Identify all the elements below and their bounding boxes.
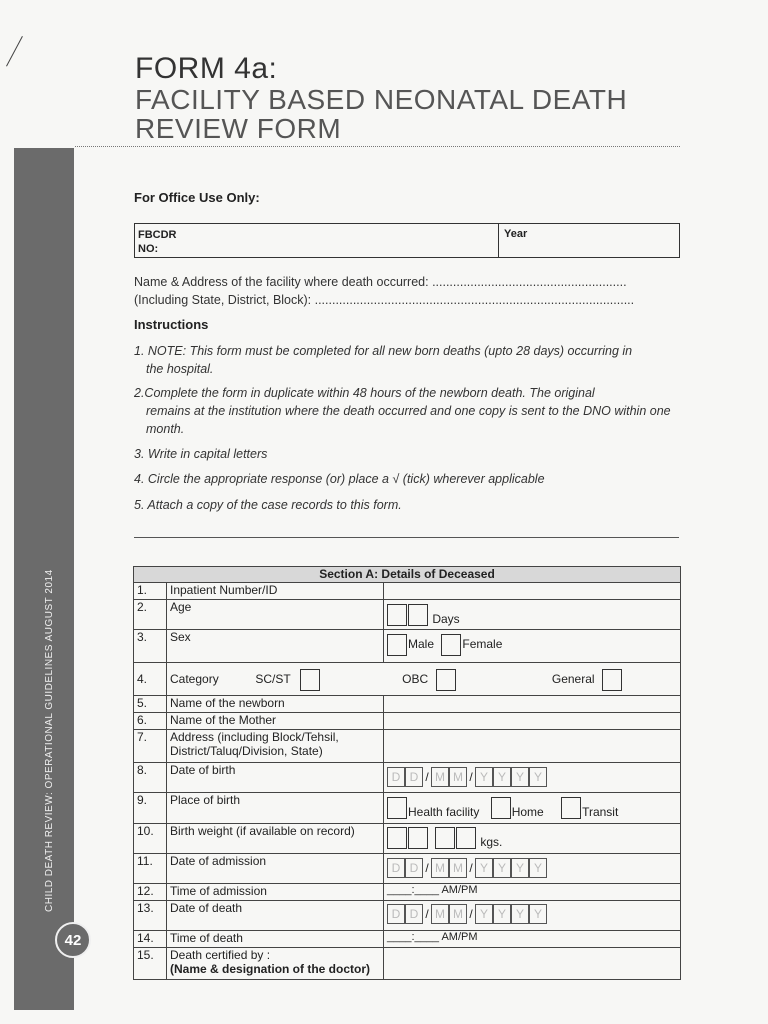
death-date-field[interactable]	[384, 901, 681, 931]
health-facility-checkbox[interactable]	[387, 797, 407, 819]
year-box[interactable]: Y	[529, 767, 547, 787]
form-number: FORM 4a:	[135, 52, 278, 85]
year-box[interactable]: Y	[529, 858, 547, 878]
month-box[interactable]: M	[449, 767, 467, 787]
death-time-field[interactable]: ____:____ AM/PM	[384, 931, 681, 948]
row-number: 3.	[134, 630, 167, 663]
pen-mark	[6, 36, 23, 66]
year-box[interactable]: Y	[511, 858, 529, 878]
month-box[interactable]: M	[431, 767, 449, 787]
row-number: 14.	[134, 931, 167, 948]
month-box[interactable]: M	[431, 904, 449, 924]
year-box[interactable]: Y	[475, 904, 493, 924]
year-box[interactable]: Y	[493, 904, 511, 924]
health-facility-label: Health facility	[408, 805, 480, 819]
year-label: Year	[504, 228, 528, 240]
obc-label: OBC	[402, 672, 429, 687]
row-label	[167, 948, 384, 980]
row-label: Time of death	[167, 931, 384, 948]
day-box[interactable]: D	[405, 858, 423, 878]
age-digit-box[interactable]	[408, 604, 428, 626]
instruction-text: 2.Complete the form in duplicate within 48 hours of the newborn death. The original	[134, 386, 595, 400]
day-box[interactable]: D	[405, 767, 423, 787]
weight-digit-box[interactable]	[435, 827, 455, 849]
date-separator: /	[469, 907, 473, 921]
instruction-item	[134, 384, 679, 438]
row-number: 2.	[134, 600, 167, 630]
office-box	[134, 223, 680, 258]
inpatient-id-field[interactable]	[384, 583, 681, 600]
section-a-table	[133, 566, 681, 980]
year-box[interactable]: Y	[493, 767, 511, 787]
general-label: General	[551, 672, 595, 687]
year-box[interactable]: Y	[475, 767, 493, 787]
age-field[interactable]	[384, 600, 681, 630]
admission-time-field[interactable]: ____:____ AM/PM	[384, 884, 681, 901]
category-row	[167, 663, 681, 696]
female-label: Female	[462, 637, 503, 652]
instruction-item	[134, 342, 679, 378]
row-label: Date of admission	[167, 854, 384, 884]
admission-date-field[interactable]	[384, 854, 681, 884]
row-label: Name of the Mother	[167, 713, 384, 730]
row-number: 8.	[134, 763, 167, 793]
mother-name-field[interactable]	[384, 713, 681, 730]
place-of-birth-field	[384, 793, 681, 824]
row-number: 9.	[134, 793, 167, 824]
obc-checkbox[interactable]	[436, 669, 456, 691]
office-heading: For Office Use Only:	[134, 190, 260, 205]
row-label: Name of the newborn	[167, 696, 384, 713]
row-label: Birth weight (if available on record)	[167, 824, 384, 854]
facility-name-line[interactable]: Name & Address of the facility where death occurred: ........................................................	[134, 275, 627, 289]
row-number: 15.	[134, 948, 167, 980]
age-unit: Days	[432, 612, 460, 626]
transit-checkbox[interactable]	[561, 797, 581, 819]
row-number: 1.	[134, 583, 167, 600]
row-number: 13.	[134, 901, 167, 931]
transit-label: Transit	[582, 805, 619, 819]
row-number: 11.	[134, 854, 167, 884]
title-divider	[75, 146, 680, 147]
male-checkbox[interactable]	[387, 634, 407, 656]
address-field[interactable]	[384, 730, 681, 763]
section-a-heading: Section A: Details of Deceased	[134, 567, 681, 583]
day-box[interactable]: D	[405, 904, 423, 924]
home-label: Home	[511, 805, 544, 819]
row-label: Age	[167, 600, 384, 630]
instruction-text: 3. Write in capital letters	[134, 447, 268, 461]
female-checkbox[interactable]	[441, 634, 461, 656]
general-checkbox[interactable]	[602, 669, 622, 691]
age-digit-box[interactable]	[387, 604, 407, 626]
form-title-line1: FACILITY BASED NEONATAL DEATH	[135, 84, 628, 115]
fbcdr-cell[interactable]	[138, 228, 198, 256]
fbcdr-no-label: NO:	[138, 243, 159, 255]
scst-checkbox[interactable]	[300, 669, 320, 691]
month-box[interactable]: M	[431, 858, 449, 878]
home-checkbox[interactable]	[491, 797, 511, 819]
day-box[interactable]: D	[387, 904, 405, 924]
birth-weight-field[interactable]	[384, 824, 681, 854]
weight-digit-box[interactable]	[408, 827, 428, 849]
instruction-item	[134, 470, 679, 488]
instruction-text-cont: the hospital.	[146, 362, 214, 376]
date-separator: /	[425, 861, 429, 875]
form-title-line2: REVIEW FORM	[135, 113, 342, 144]
male-label: Male	[408, 637, 435, 652]
day-box[interactable]: D	[387, 767, 405, 787]
instruction-text: 1. NOTE: This form must be completed for all new born deaths (upto 28 days) occurring in	[134, 344, 633, 358]
sidebar-text: CHILD DEATH REVIEW: OPERATIONAL GUIDELINES AUGUST 2014	[44, 569, 55, 912]
instructions-heading: Instructions	[134, 317, 209, 332]
row-label: Place of birth	[167, 793, 384, 824]
fbcdr-label: FBCDR	[138, 229, 177, 241]
row-label: Address (including Block/Tehsil, District/Taluq/Division, State)	[167, 730, 384, 763]
certified-by-field[interactable]	[384, 948, 681, 980]
row-label: Sex	[167, 630, 384, 663]
weight-digit-box[interactable]	[387, 827, 407, 849]
year-box[interactable]: Y	[475, 858, 493, 878]
newborn-name-field[interactable]	[384, 696, 681, 713]
sex-field	[384, 630, 681, 663]
weight-unit: kgs.	[480, 835, 503, 849]
row-label: Date of birth	[167, 763, 384, 793]
day-box[interactable]: D	[387, 858, 405, 878]
dob-field[interactable]	[384, 763, 681, 793]
row-label: Category	[170, 672, 219, 687]
row-number: 5.	[134, 696, 167, 713]
doctor-name-label: (Name & designation of the doctor)	[170, 962, 371, 976]
date-separator: /	[425, 770, 429, 784]
date-separator: /	[425, 907, 429, 921]
page-number: 42	[55, 922, 91, 958]
section-separator	[134, 537, 679, 538]
row-number: 4.	[134, 663, 167, 696]
row-label: Inpatient Number/ID	[167, 583, 384, 600]
year-box[interactable]: Y	[511, 767, 529, 787]
instruction-text-cont: remains at the institution where the death occurred and one copy is sent to the DNO within one month.	[146, 404, 671, 436]
row-number: 6.	[134, 713, 167, 730]
certified-by-label: Death certified by :	[170, 948, 271, 962]
facility-location-line[interactable]: (Including State, District, Block): ............................................................................................	[134, 293, 635, 307]
instruction-item	[134, 445, 679, 463]
instruction-text: 4. Circle the appropriate response (or) place a √ (tick) wherever applicable	[134, 472, 545, 486]
scst-label: SC/ST	[255, 672, 291, 687]
row-number: 10.	[134, 824, 167, 854]
weight-digit-box[interactable]	[456, 827, 476, 849]
instruction-item	[134, 496, 679, 514]
row-number: 12.	[134, 884, 167, 901]
month-box[interactable]: M	[449, 858, 467, 878]
year-box[interactable]: Y	[493, 858, 511, 878]
instruction-text: 5. Attach a copy of the case records to this form.	[134, 498, 402, 512]
date-separator: /	[469, 861, 473, 875]
row-label: Time of admission	[167, 884, 384, 901]
office-divider	[498, 224, 499, 257]
row-label: Date of death	[167, 901, 384, 931]
year-box[interactable]: Y	[511, 904, 529, 924]
row-number: 7.	[134, 730, 167, 763]
year-box[interactable]: Y	[529, 904, 547, 924]
date-separator: /	[469, 770, 473, 784]
month-box[interactable]: M	[449, 904, 467, 924]
